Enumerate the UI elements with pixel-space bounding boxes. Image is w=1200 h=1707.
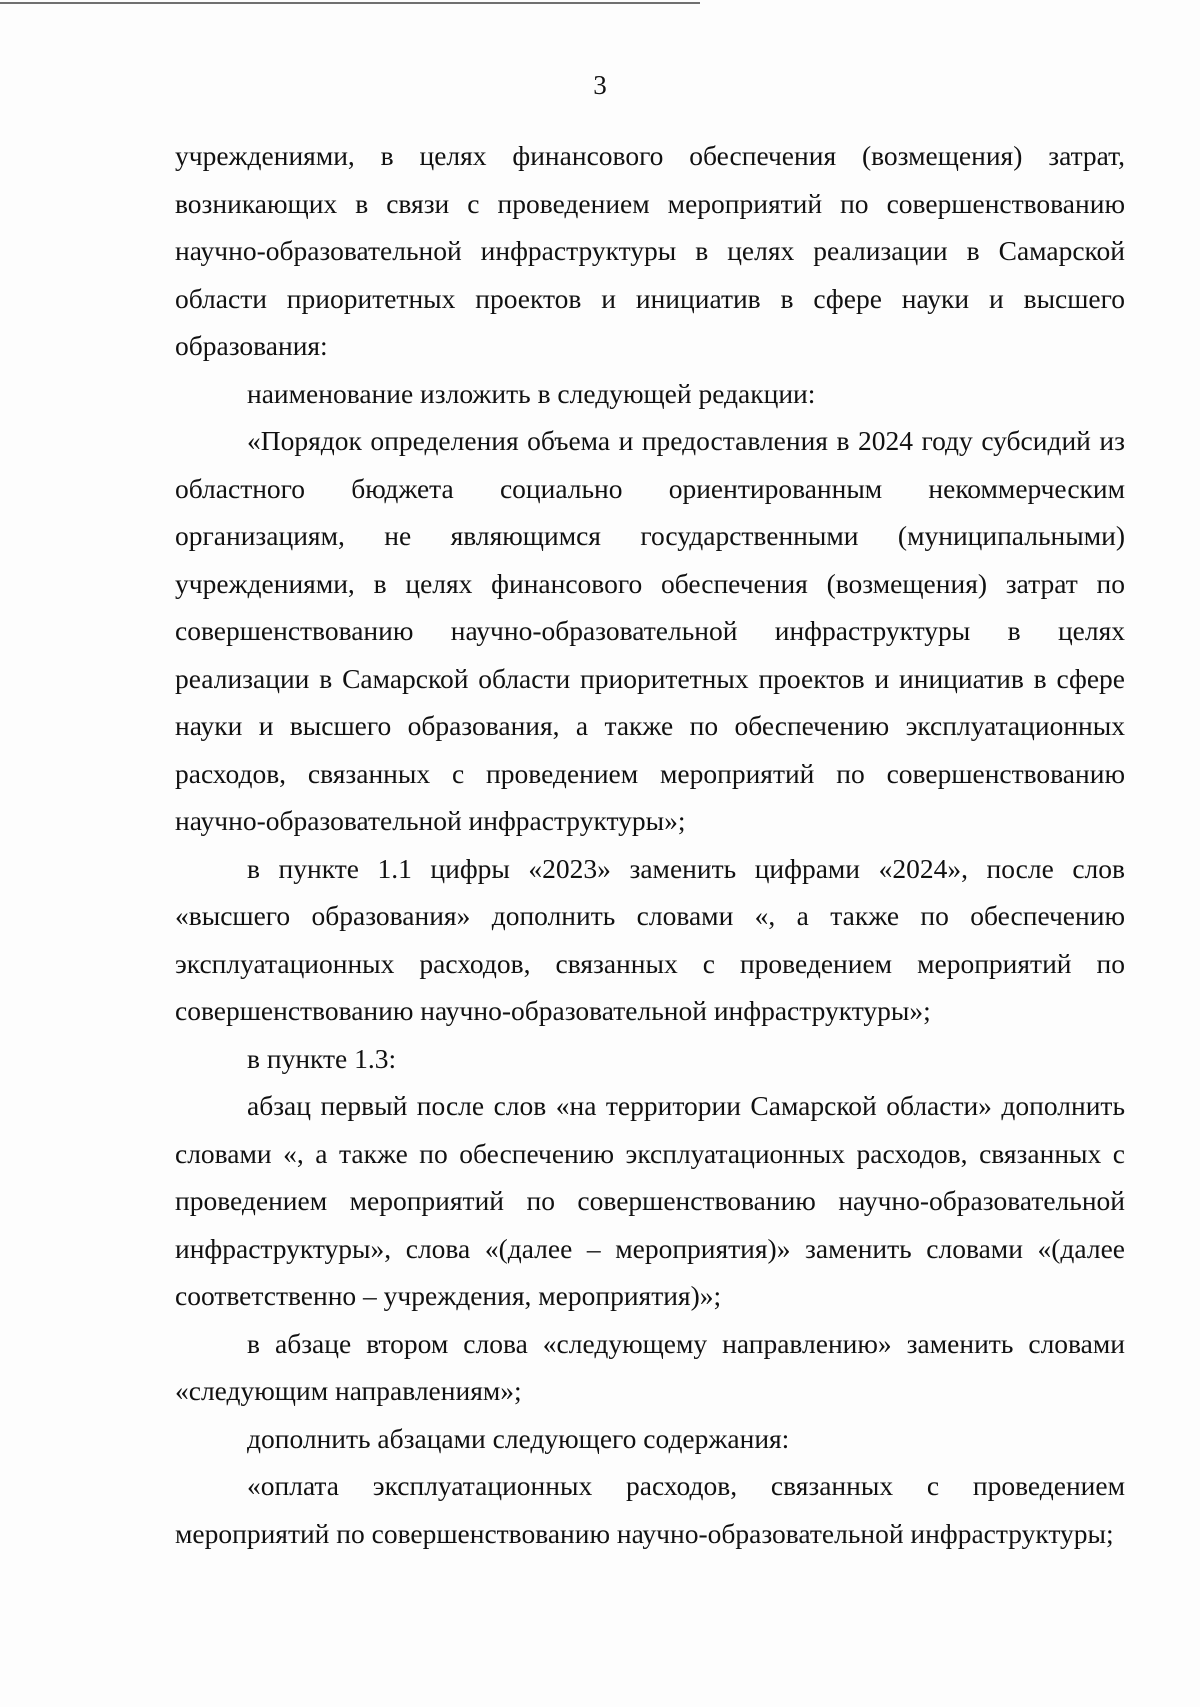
top-border-line <box>0 2 700 4</box>
paragraph: в пункте 1.3: <box>247 1042 397 1074</box>
paragraph: абзац первый после слов «на территории Самарской области» дополнить словами «, а также по обеспечению эксплуатационных расходов, связанных с проведением мероприятий по совершенствованию научно-образовательной инфраструктуры», слова «(далее – мероприятия)» заменить словами «(далее соответственно – учреждения, мероприятия)»; <box>175 1090 1125 1311</box>
paragraph: «Порядок определения объема и предоставления в 2024 году субсидий из областного бюджета социально ориентированным некоммерческим организациям, не являющимся государственными (муниципальными) учреждениями, в целях финансового обеспечения (возмещения) затрат по совершенствованию научно-образовательной инфраструктуры в целях реализации в Самарской области приоритетных проектов и инициатив в сфере науки и высшего образования, а также по обеспечению эксплуатационных расходов, связанных с проведением мероприятий по совершенствованию научно-образовательной инфраструктуры»; <box>175 425 1125 836</box>
paragraph: в абзаце втором слова «следующему направлению» заменить словами «следующим направлениям»; <box>175 1327 1125 1406</box>
paragraph: наименование изложить в следующей редакции: <box>247 377 816 409</box>
paragraph: дополнить абзацами следующего содержания: <box>247 1422 790 1454</box>
paragraph: в пункте 1.1 цифры «2023» заменить цифрами «2024», после слов «высшего образования» дополнить словами «, а также по обеспечению эксплуатационных расходов, связанных с проведением мероприятий по совершенствованию научно-образовательной инфраструктуры»; <box>175 852 1125 1026</box>
paragraph: «оплата эксплуатационных расходов, связанных с проведением мероприятий по совершенствованию научно-образовательной инфраструктуры; <box>175 1470 1125 1549</box>
paragraph: учреждениями, в целях финансового обеспечения (возмещения) затрат, возникающих в связи с проведением мероприятий по совершенствованию научно-образовательной инфраструктуры в целях реализации в Самарской области приоритетных проектов и инициатив в сфере науки и высшего образования: <box>175 140 1125 361</box>
page-number: 3 <box>593 70 607 100</box>
document-body <box>175 132 1125 1557</box>
